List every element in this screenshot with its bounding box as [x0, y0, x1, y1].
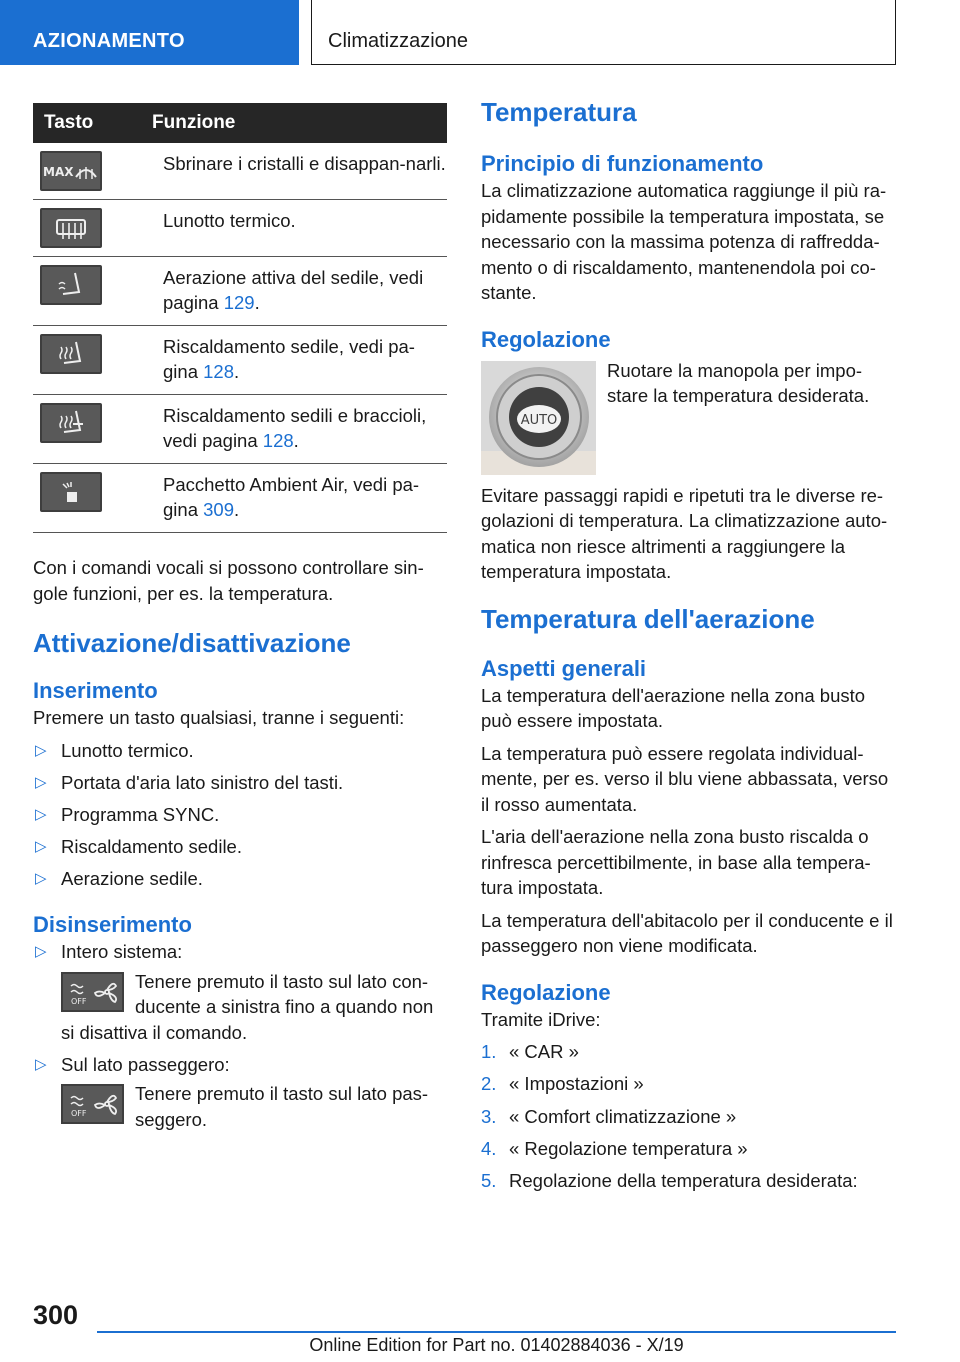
- triangle-bullet-icon: ▷: [35, 773, 47, 791]
- general-paragraph: La temperatura può essere regolata individual-mente, per es. verso il blu viene abbassata, verso il rosso aumentata.: [481, 742, 889, 815]
- heading-vent-temperature: Temperatura dell'aerazione: [481, 603, 815, 634]
- triangle-bullet-icon: ▷: [35, 869, 47, 887]
- list-item: 4. « Regolazione temperatura »: [481, 1137, 748, 1159]
- svg-text:MAX: MAX: [43, 165, 74, 179]
- section-tab: [0, 0, 299, 65]
- function-text: Aerazione attiva del sedile, vedi pagina 129.: [152, 257, 447, 326]
- heading-regulation-2: Regolazione: [481, 979, 611, 1005]
- chapter-tab: [311, 0, 896, 65]
- triangle-bullet-icon: ▷: [35, 943, 47, 960]
- switch-on-text: Premere un tasto qualsiasi, tranne i seguenti:: [33, 707, 405, 728]
- table-row: [33, 143, 447, 200]
- table-row: [33, 326, 447, 395]
- function-text: Pacchetto Ambient Air, vedi pa-gina 309.: [152, 464, 447, 533]
- page-ref-link[interactable]: 128: [203, 361, 234, 382]
- page-ref-link[interactable]: 129: [223, 292, 255, 313]
- temperature-knob-image: [481, 361, 596, 475]
- general-paragraph: La temperatura dell'aerazione nella zona busto può essere impostata.: [481, 684, 866, 731]
- heading-general: Aspetti generali: [481, 655, 647, 681]
- list-item: ▷ Riscaldamento sedile.: [33, 834, 447, 860]
- triangle-bullet-icon: ▷: [35, 1055, 47, 1073]
- heading-switch-on: Inserimento: [33, 678, 158, 703]
- fan-off-button-icon: [61, 972, 124, 1012]
- max-defrost-icon: [40, 151, 102, 191]
- seat-armrest-heating-icon: [40, 403, 102, 443]
- idrive-text: Tramite iDrive:: [481, 1008, 601, 1030]
- seat-ventilation-icon: [40, 265, 102, 305]
- list-item: 3. « Comfort climatizzazione »: [481, 1105, 737, 1127]
- page-ref-link[interactable]: 128: [262, 430, 294, 451]
- function-text: Lunotto termico.: [152, 200, 447, 257]
- table-row: [33, 200, 447, 257]
- list-item: 2. « Impostazioni »: [481, 1073, 644, 1095]
- key-function-table: [33, 103, 447, 533]
- general-paragraph: L'aria dell'aerazione nella zona busto riscalda o rinfresca percettibilmente, in base alla tempera-tura impostata.: [481, 826, 871, 898]
- function-text: Riscaldamento sedili e braccioli, vedi pagina 128.: [152, 395, 447, 464]
- right-column: [481, 96, 896, 1200]
- table-header-row: [33, 103, 447, 143]
- svg-text:OFF: OFF: [70, 996, 86, 1006]
- table-row: [33, 257, 447, 326]
- list-item: ▷ Programma SYNC.: [33, 802, 447, 828]
- idrive-steps: [481, 1039, 896, 1194]
- list-item: ▷ Lunotto termico.: [33, 738, 447, 764]
- seat-heating-icon: [40, 334, 102, 374]
- triangle-bullet-icon: ▷: [35, 805, 47, 823]
- heading-principle: Principio di funzionamento: [481, 151, 764, 176]
- rear-defrost-icon: [40, 208, 102, 248]
- fan-off-button-icon: [61, 1084, 124, 1124]
- exception-list: [33, 738, 447, 892]
- list-item: ▷ Intero sistema: OFF Tenere premuto il tasto sul lato con-ducente a sinistra fino a quando non si disattiva il comando.: [35, 941, 434, 1043]
- section-title: AZIONAMENTO: [33, 30, 185, 52]
- triangle-bullet-icon: ▷: [35, 837, 47, 855]
- svg-text:AUTO: AUTO: [520, 412, 558, 428]
- switch-off-list: [33, 939, 447, 1132]
- avoid-switching-text: Evitare passaggi rapidi e ripetuti tra le diverse re-golazioni di temperatura. La climatizzazione auto-matica non riesce altrimenti a raggiungere la temperatura impostata.: [481, 484, 888, 582]
- list-item: ▷ Aerazione sedile.: [33, 866, 447, 892]
- left-column: [33, 103, 447, 1139]
- table-row: [33, 395, 447, 464]
- heading-regulation: Regolazione: [481, 326, 611, 352]
- heading-activation: Attivazione/disattivazione: [33, 628, 351, 658]
- table-row: [33, 464, 447, 533]
- list-item: 5. Regolazione della temperatura desiderata:: [481, 1170, 858, 1192]
- general-paragraph: La temperatura dell'abitacolo per il conducente e il passeggero non viene modificata.: [481, 909, 893, 956]
- column-header-key: Tasto: [33, 103, 152, 143]
- footer-divider: [97, 1331, 896, 1333]
- svg-text:OFF: OFF: [70, 1109, 86, 1118]
- function-text: Sbrinare i cristalli e disappan-narli.: [152, 143, 447, 200]
- heading-temperature: Temperatura: [481, 97, 637, 127]
- ambient-air-icon: [40, 472, 102, 512]
- triangle-bullet-icon: ▷: [35, 741, 47, 759]
- list-item: 1. « CAR »: [481, 1041, 579, 1062]
- knob-instruction: Ruotare la manopola per impo-stare la temperatura desiderata.: [607, 359, 870, 406]
- heading-switch-off: Disinserimento: [33, 912, 192, 937]
- column-header-function: Funzione: [152, 103, 447, 143]
- edition-text: Online Edition for Part no. 01402884036 - X/19: [309, 1335, 684, 1355]
- principle-text: La climatizzazione automatica raggiunge il più ra-pidamente possibile la temperatura impostata, se necessario con la massima potenza di raffredda-mento o di riscaldamento, mantenendola poi co-stante.: [481, 180, 887, 303]
- function-text: Riscaldamento sedile, vedi pa-gina 128.: [152, 326, 447, 395]
- chapter-title: Climatizzazione: [328, 30, 469, 52]
- list-item: ▷ Sul lato passeggero: OFF Tenere premuto il tasto sul lato pas-seggero.: [35, 1053, 429, 1130]
- page-number: 300: [33, 1300, 79, 1330]
- list-item: ▷ Portata d'aria lato sinistro del tasti.: [33, 770, 447, 796]
- page-ref-link[interactable]: 309: [203, 499, 234, 520]
- voice-control-text: Con i comandi vocali si possono controllare sin-gole funzioni, per es. la temperatura.: [33, 557, 424, 604]
